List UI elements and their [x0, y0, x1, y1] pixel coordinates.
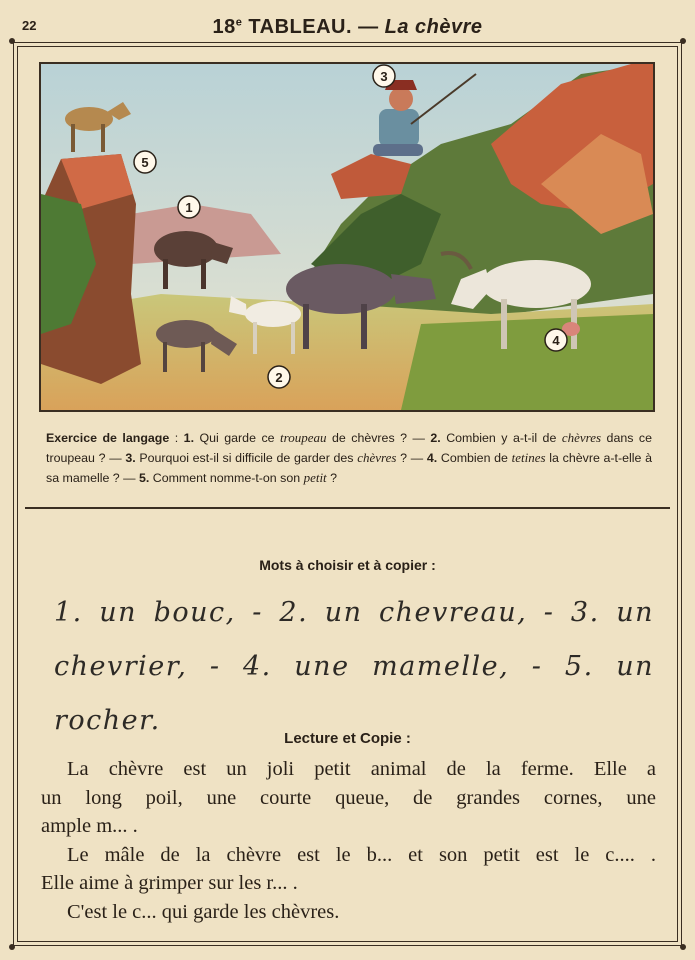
section-divider	[25, 507, 670, 509]
marker-5	[134, 151, 156, 173]
tableau-number: 18e	[212, 16, 243, 38]
frame-corner-dot	[680, 38, 686, 44]
frame-corner-dot	[9, 38, 15, 44]
marker-2	[268, 366, 290, 388]
grass	[401, 314, 653, 410]
reading-heading: Lecture et Copie :	[284, 730, 411, 747]
reading-line: un long poil, une courte queue, de grandes cornes, une	[41, 786, 656, 809]
goat-illustration	[39, 62, 655, 412]
svg-text:3: 3	[380, 69, 388, 84]
tableau-subject: La chèvre	[384, 16, 483, 38]
reading-line: Elle aime à grimper sur les r... .	[41, 872, 298, 894]
marker-3	[373, 65, 395, 87]
exercise-label: Exercice de langage	[46, 431, 170, 445]
reading-line: Le mâle de la chèvre est le b... et son petit est le c.... .	[67, 843, 656, 866]
svg-text:4: 4	[552, 333, 560, 348]
svg-text:2: 2	[275, 370, 283, 385]
title-dash: —	[358, 16, 379, 38]
reading-line: C'est le c... qui garde les chèvres.	[67, 900, 340, 923]
page-number: 22	[22, 18, 37, 33]
svg-text:1: 1	[185, 200, 193, 215]
reading-line: ample m... .	[41, 815, 138, 837]
reading-line: La chèvre est un joli petit animal de la ferme. Elle a	[67, 758, 656, 780]
language-exercise: Exercice de langage : 1. Qui garde ce troupeau de chèvres ? — 2. Combien y a-t-il de chèvres dans ce troupeau ? — 3. Pourquoi est-il si difficile de garder des chèvres ? — 4. Combien de tetines la chèvre a-t-elle à sa mamelle ? — 5. Comment nomme-t-on son petit ?	[46, 430, 653, 485]
frame-corner-dot	[9, 944, 15, 950]
vocabulary-words: 1. un bouc, - 2. un chevreau, - 3. un chevrier, - 4. une mamelle, - 5. un rocher.	[54, 597, 654, 736]
marker-4	[545, 329, 567, 351]
page-title	[0, 16, 695, 39]
marker-1	[178, 196, 200, 218]
frame-corner-dot	[680, 944, 686, 950]
words-heading: Mots à choisir et à copier :	[259, 557, 436, 573]
goat-scene	[41, 64, 653, 410]
tableau-word: TABLEAU.	[248, 16, 353, 38]
svg-text:5: 5	[141, 155, 149, 170]
reading-text	[41, 755, 656, 926]
